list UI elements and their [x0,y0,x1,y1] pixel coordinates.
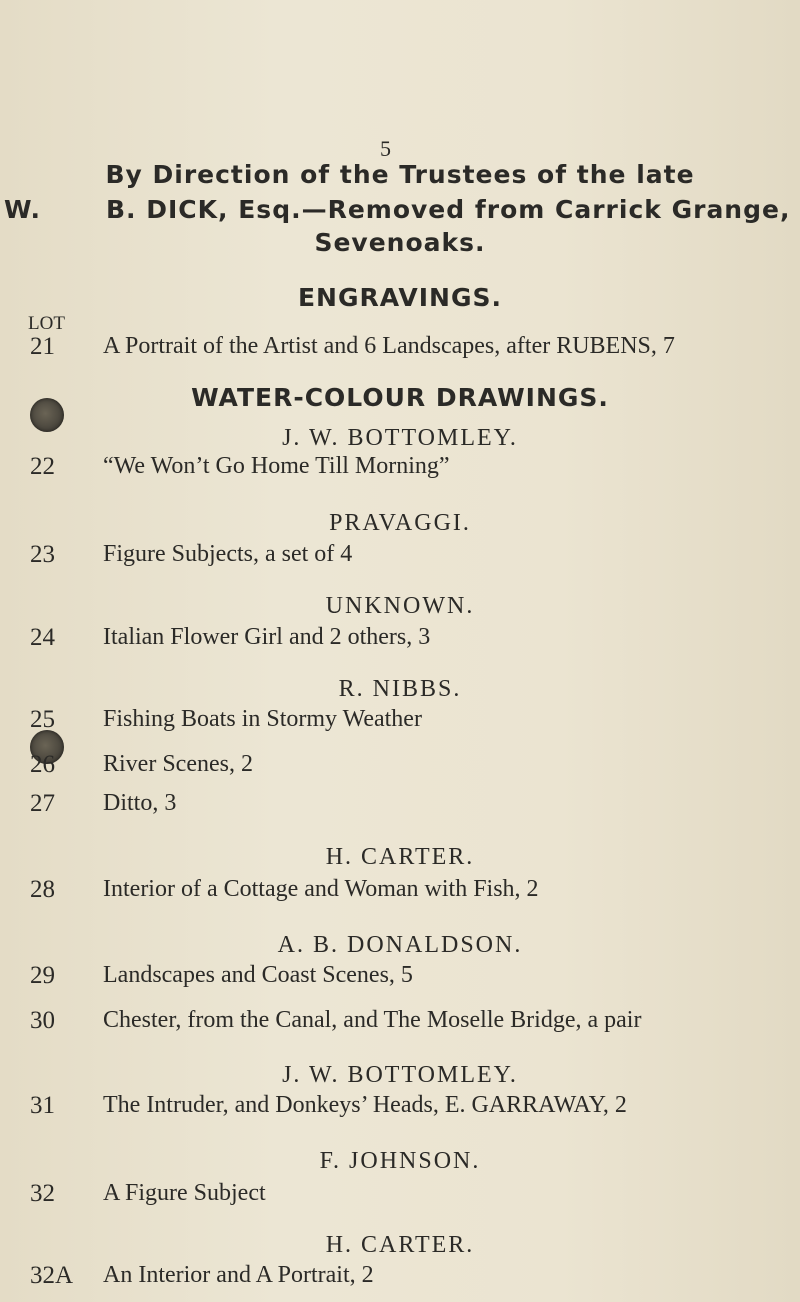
lot-column-label: LOT [28,313,65,334]
heading-line-2-lead: W. [4,195,42,224]
lot-number: 28 [30,876,55,903]
page-number: 5 [380,136,391,161]
lot-number: 29 [30,962,55,989]
lot-number: 26 [30,751,55,778]
lot-description: Fishing Boats in Stormy Weather [103,706,422,732]
lot-description: Landscapes and Coast Scenes, 5 [103,962,413,988]
lot-number: 32 [30,1180,55,1207]
lot-number: 32A [30,1262,74,1289]
lot-description: A Portrait of the Artist and 6 Landscapes, after RUBENS, 7 [103,333,675,359]
artist-name: UNKNOWN. [325,593,475,619]
lot-description: Figure Subjects, a set of 4 [103,541,353,567]
artist-name: PRAVAGGI. [329,510,471,536]
heading-line-3: Sevenoaks. [314,228,486,257]
lot-description: “We Won’t Go Home Till Morning” [103,453,450,479]
heading-line-1: By Direction of the Trustees of the late [105,160,695,189]
artist-name: H. CARTER. [325,844,475,870]
lot-description: A Figure Subject [103,1180,266,1206]
lot-number: 23 [30,541,55,568]
lot-description: Chester, from the Canal, and The Moselle Bridge, a pair [103,1007,642,1033]
artist-name: F. JOHNSON. [319,1148,481,1174]
artist-name: A. B. DONALDSON. [277,932,523,958]
lot-number: 22 [30,453,55,480]
lot-description: The Intruder, and Donkeys’ Heads, E. GARRAWAY, 2 [103,1092,627,1118]
lot-description: Interior of a Cottage and Woman with Fish, 2 [103,876,539,902]
heading-line-2-text: B. DICK, Esq.—Removed from Carrick Grange, [106,195,791,224]
section-title-water-colour: WATER-COLOUR DRAWINGS. [191,383,609,412]
lot-description: River Scenes, 2 [103,751,253,777]
lot-number: 31 [30,1092,55,1119]
lot-description: Ditto, 3 [103,790,177,816]
artist-name: J. W. BOTTOMLEY. [282,1062,518,1088]
lot-number: 30 [30,1007,55,1034]
lot-number: 24 [30,624,55,651]
lot-number: 21 [30,333,55,360]
lot-description: Italian Flower Girl and 2 others, 3 [103,624,431,650]
artist-name: R. NIBBS. [338,676,462,702]
artist-name: H. CARTER. [325,1232,475,1258]
heading-line-2 [4,195,791,224]
section-title-engravings: ENGRAVINGS. [297,283,503,312]
lot-number: 25 [30,706,55,733]
lot-description: An Interior and A Portrait, 2 [103,1262,374,1288]
artist-name: J. W. BOTTOMLEY. [282,425,518,451]
lot-number: 27 [30,790,55,817]
